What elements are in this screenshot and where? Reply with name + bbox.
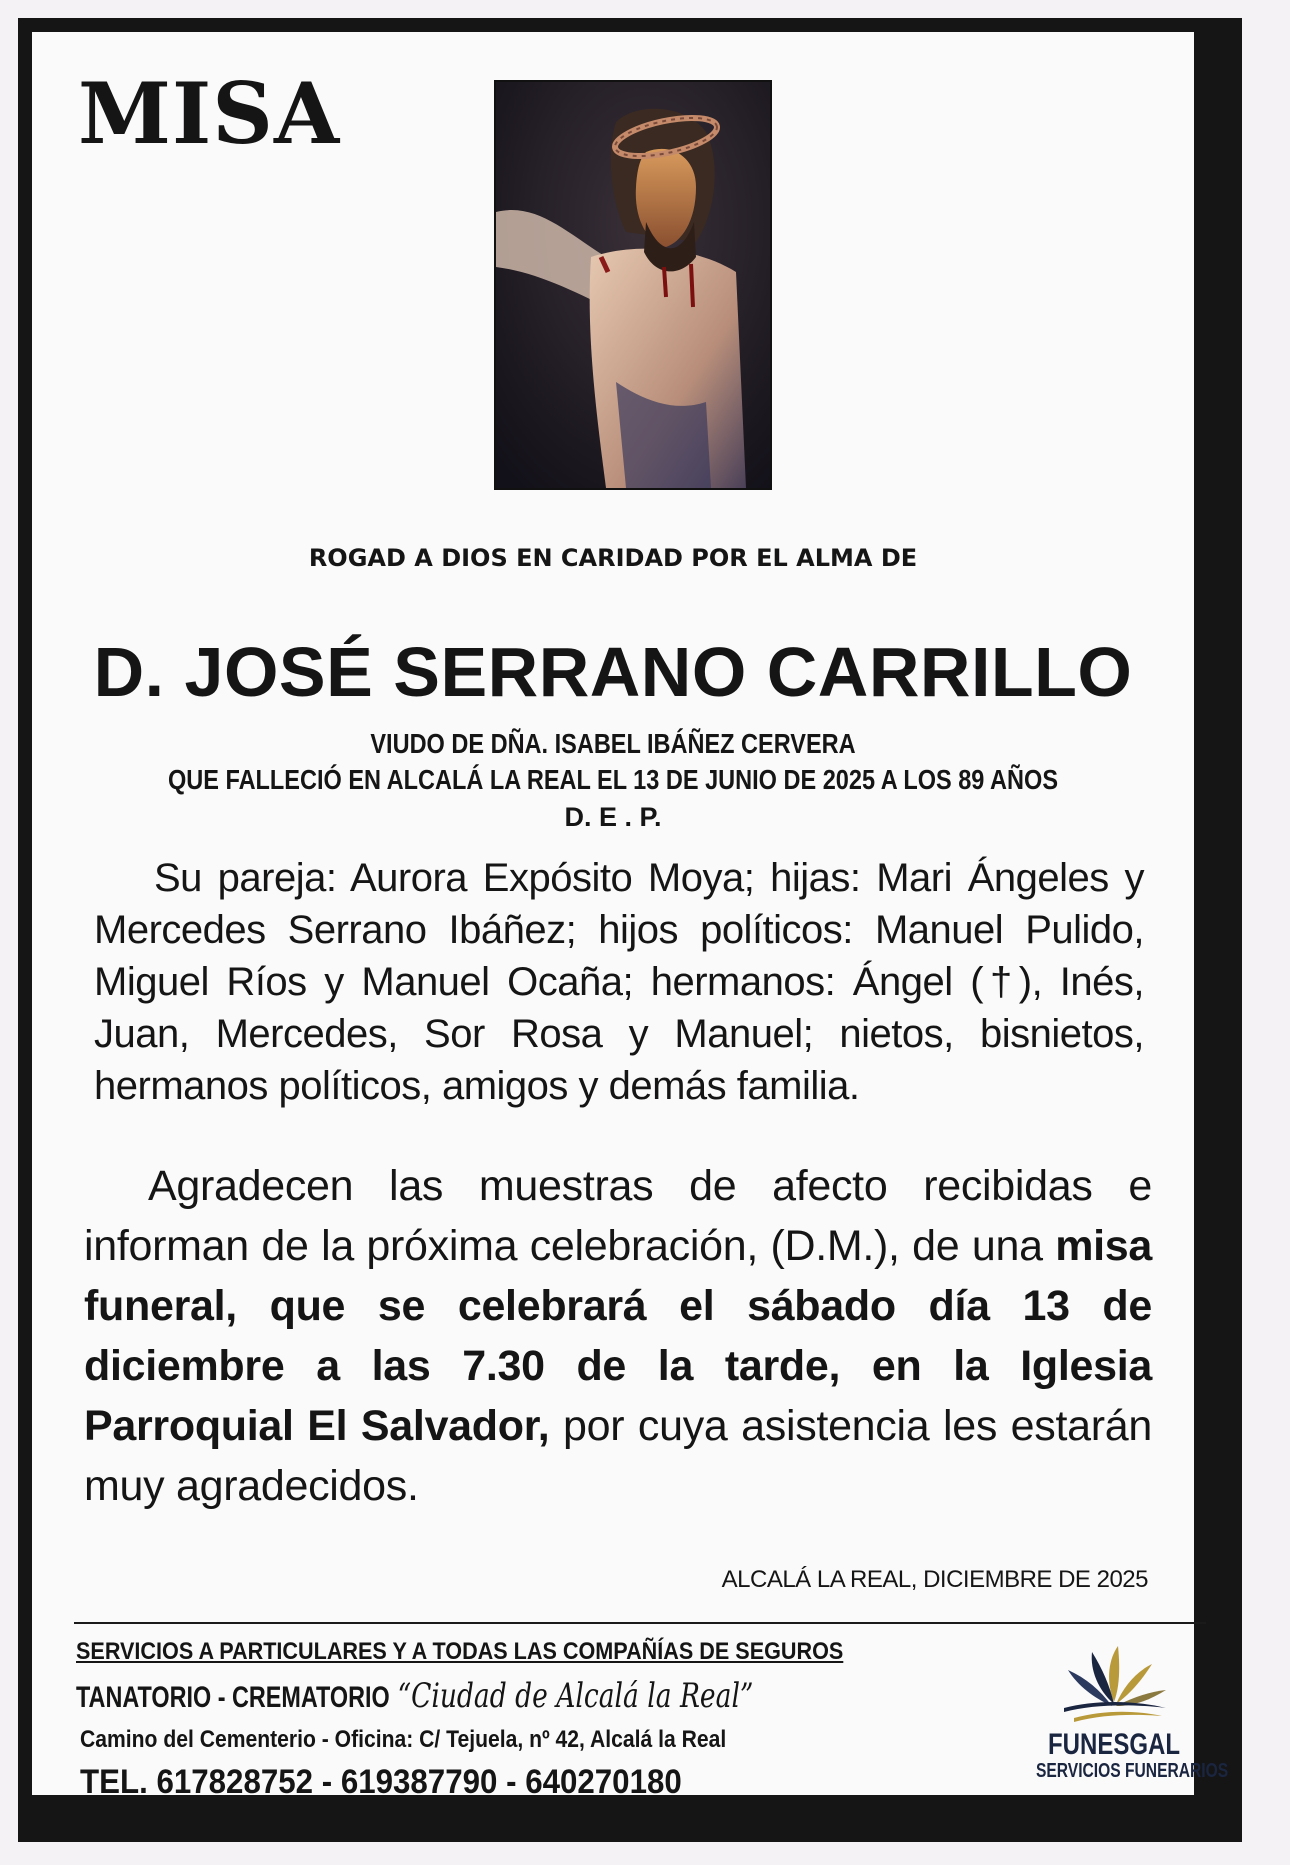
widow-line: VIUDO DE DÑA. ISABEL IBÁÑEZ CERVERA [370, 728, 856, 759]
prayer-line: ROGAD A DIOS EN CARIDAD POR EL ALMA DE [308, 544, 918, 572]
footer-tanatorio [76, 1676, 753, 1716]
death-line: QUE FALLECIÓ EN ALCALÁ LA REAL EL 13 DE JUNIO DE 2025 A LOS 89 AÑOS [167, 764, 1059, 795]
rip-line: D. E . P. [564, 802, 662, 832]
place-date: ALCALÁ LA REAL, DICIEMBRE DE 2025 [721, 1566, 1148, 1593]
family-paragraph: Su pareja: Aurora Expósito Moya; hijas: Mari Ángeles y Mercedes Serrano Ibáñez; hijos políticos: Manuel Pulido, Miguel Ríos y Manuel Ocaña; hermanos: Ángel (†), Inés, Juan, Mercedes, Sor Rosa y Manuel; nietos, bisnietos, hermanos políticos, amigos y demás familia. [94, 856, 1144, 1108]
crucified-christ-image [494, 80, 772, 490]
footer-phones: TEL. 617828752 - 619387790 - 640270180 [80, 1763, 682, 1801]
thanks-outro: por cuya asistencia les estarán muy agradecidos. [84, 1402, 1152, 1510]
logo-name: FUNESGAL [1048, 1728, 1180, 1761]
deceased-name: D. JOSÉ SERRANO CARRILLO [93, 633, 1133, 711]
logo-tagline: SERVICIOS FUNERARIOS [1036, 1760, 1229, 1782]
footer-divider [74, 1622, 1206, 1624]
footer-services: SERVICIOS A PARTICULARES Y A TODAS LAS COMPAÑÍAS DE SEGUROS [76, 1638, 844, 1665]
funesgal-logo [1014, 1642, 1229, 1788]
misa-heading: MISA [78, 64, 341, 163]
tanatorio-label: TANATORIO - CREMATORIO [76, 1681, 390, 1714]
funeral-mass-paragraph [84, 1156, 1152, 1516]
footer-address: Camino del Cementerio - Oficina: C/ Tejuela, nº 42, Alcalá la Real [80, 1726, 727, 1753]
obituary-page [32, 32, 1229, 1801]
thanks-mass-details: misa funeral, que se celebrará el sábado día 13 de diciembre a las 7.30 de la tarde, en la Iglesia Parroquial El Salvador, [84, 1222, 1152, 1450]
tanatorio-name: “Ciudad de Alcalá la Real” [397, 1676, 754, 1716]
thanks-intro: Agradecen las muestras de afecto recibidas e informan de la próxima celebración, (D.M.), de una [84, 1162, 1152, 1270]
funesgal-leaf-logo-icon [1054, 1642, 1174, 1726]
